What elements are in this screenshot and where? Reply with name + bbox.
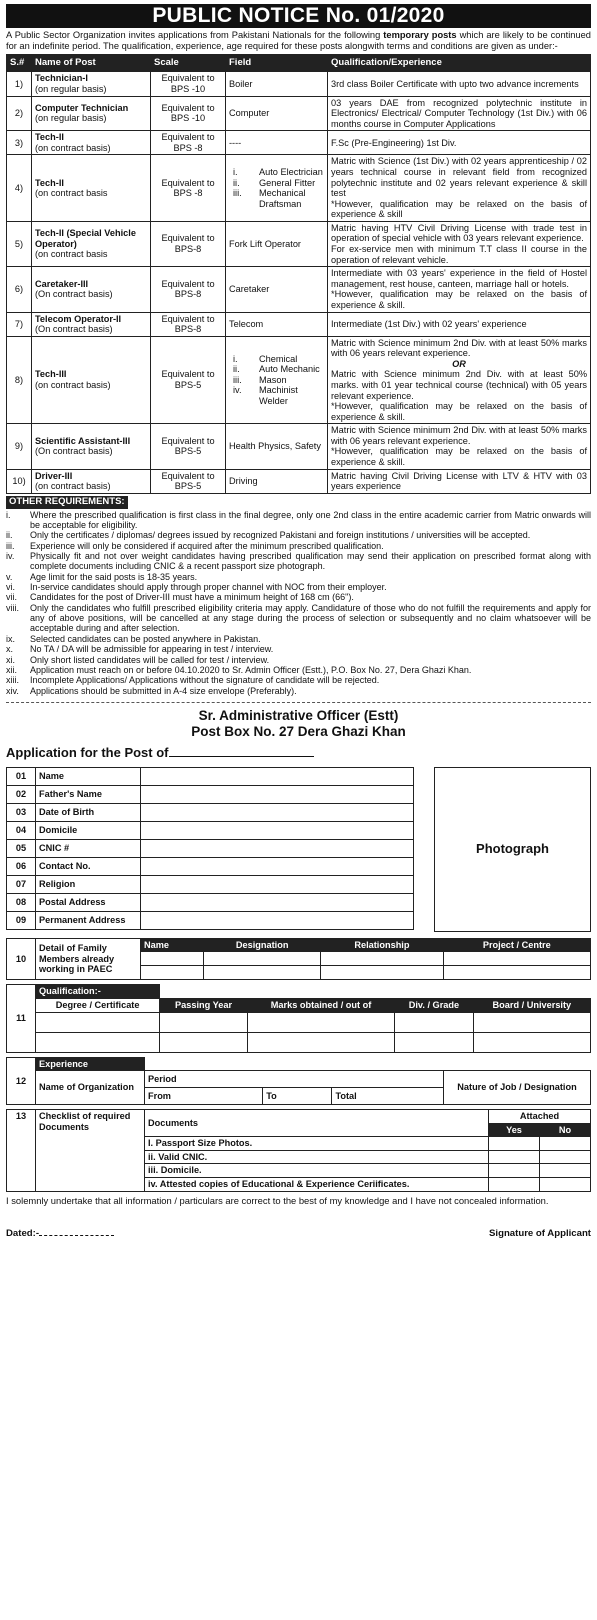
post-qualification — [328, 72, 591, 96]
requirement-item: iv. Physically fit and not over weight candidates having prescribed qualification may send their application on prescribed format along with complete documents including CNIC & a recent passport size photograph. — [6, 551, 591, 572]
post-scale: Equivalent to BPS-8 — [151, 267, 226, 312]
personal-section — [6, 767, 591, 930]
post-name: Technician-I — [35, 73, 88, 84]
personal-field-row — [7, 839, 414, 857]
post-field: Driving — [226, 469, 328, 493]
exp-col-total: Total — [332, 1088, 444, 1105]
field-item: iii. Mason — [233, 374, 287, 385]
qual-cell[interactable] — [395, 1012, 474, 1032]
post-applied-line[interactable] — [169, 756, 314, 757]
post-row — [7, 267, 591, 312]
family-col-name: Name — [141, 938, 204, 952]
field-label: Religion — [36, 875, 141, 893]
checklist-no-box[interactable] — [540, 1137, 591, 1151]
personal-field-row — [7, 857, 414, 875]
family-cell[interactable] — [141, 952, 204, 966]
qual-cell[interactable] — [160, 1012, 248, 1032]
exp-col-from: From — [145, 1088, 263, 1105]
qualification-line: Matric with Science minimum 2nd Div. with at least 50% marks with 06 years relevant experience. — [331, 337, 587, 359]
post-field — [226, 155, 328, 221]
qualification-line: Matric with Science minimum 2nd Div. with at least 50% marks with 06 years relevant experience. — [331, 425, 587, 446]
post-qualification — [328, 221, 591, 266]
requirement-item: xii. Application must reach on or before 04.10.2020 to Sr. Admin Officer (Estt.), P.O. Box No. 27, Dera Ghazi Khan. — [6, 664, 472, 675]
post-sn: 2) — [7, 96, 32, 131]
requirement-item: xiii. Incomplete Applications/ Applications without the signature of candidate will be rejected. — [6, 675, 380, 686]
requirement-item: iii. Experience will only be considered if acquired after the minimum prescribed qualification. — [6, 540, 384, 551]
requirement-item: x. No TA / DA will be admissible for appearing in test / interview. — [6, 644, 274, 655]
field-label: Permanent Address — [36, 911, 141, 929]
qual-col-marks: Marks obtained / out of — [247, 998, 394, 1012]
field-number: 03 — [7, 803, 36, 821]
qualification-line: Intermediate (1st Div.) with 02 years' experience — [331, 318, 527, 329]
office-address — [6, 702, 591, 740]
qualification-line: *However, qualification may be relaxed on the basis of experience & skill — [331, 198, 587, 220]
family-cell[interactable] — [204, 952, 321, 966]
field-item: i. Auto Electrician — [233, 167, 323, 177]
field-item: ii. Auto Mechanic — [233, 364, 320, 375]
post-name: Driver-III — [35, 470, 73, 481]
checklist-item: I. Passport Size Photos. — [145, 1137, 489, 1151]
field-label: Postal Address — [36, 893, 141, 911]
post-row — [7, 336, 591, 424]
post-basis: (on contract basis) — [35, 379, 111, 390]
field-label: Father's Name — [36, 785, 141, 803]
post-scale: Equivalent to BPS-5 — [151, 336, 226, 424]
post-name: Tech-II — [35, 177, 64, 188]
checklist-item: iii. Domicile. — [145, 1164, 489, 1178]
date-line[interactable] — [39, 1235, 114, 1236]
post-name-cell — [32, 96, 151, 131]
posts-header-cell: S.# — [7, 55, 32, 72]
family-cell[interactable] — [321, 966, 443, 980]
field-item: iii. Mechanical Draftsman — [233, 188, 306, 209]
declaration-text: I solemnly undertake that all information / particulars are correct to the best of my knowledge and I have not concealed information. — [6, 1194, 549, 1206]
posts-table — [6, 54, 591, 493]
field-number: 07 — [7, 875, 36, 893]
post-sn: 9) — [7, 424, 32, 469]
checklist-yes-head: Yes — [489, 1123, 540, 1137]
checklist-yes-box[interactable] — [489, 1150, 540, 1164]
field-label: CNIC # — [36, 839, 141, 857]
checklist-yes-box[interactable] — [489, 1137, 540, 1151]
post-basis: (on contract basis — [35, 188, 108, 199]
qual-col-board: Board / University — [473, 998, 590, 1012]
experience-table — [6, 1057, 591, 1106]
photograph-box: Photograph — [434, 767, 591, 932]
experience-heading: Experience — [36, 1057, 145, 1071]
date-label: Dated:- — [6, 1228, 40, 1240]
post-basis: (on contract basis — [35, 249, 108, 260]
post-name: Scientific Assistant-III — [35, 435, 131, 446]
post-sn: 7) — [7, 312, 32, 336]
exp-col-period: Period — [145, 1071, 444, 1088]
exp-col-to: To — [263, 1088, 332, 1105]
post-sn: 4) — [7, 155, 32, 221]
post-qualification — [328, 336, 591, 424]
posts-header-cell: Scale — [151, 55, 226, 72]
requirement-item: vii. Candidates for the post of Driver-III must have a minimum height of 168 cm (66"). — [6, 592, 354, 603]
post-qualification — [328, 131, 591, 155]
field-list — [229, 167, 324, 209]
field-value[interactable] — [141, 785, 414, 803]
post-name-cell — [32, 267, 151, 312]
post-row — [7, 72, 591, 96]
post-basis: (on contract basis) — [35, 481, 111, 492]
requirement-item: xiv. Applications should be submitted in A-4 size envelope (Preferably). — [6, 685, 297, 696]
requirement-item: ii. Only the certificates / diplomas/ degrees issued by recognized Pakistani and foreign institutions / universities will be accepted. — [6, 530, 531, 541]
post-scale: Equivalent to BPS -8 — [151, 131, 226, 155]
post-name-cell — [32, 424, 151, 469]
family-cell[interactable] — [443, 966, 590, 980]
post-basis: (on regular basis) — [35, 113, 107, 124]
qual-cell[interactable] — [247, 1032, 394, 1052]
checklist-label: Checklist of required Documents — [36, 1110, 145, 1191]
qualification-line: 3rd class Boiler Certificate with upto two advance increments — [331, 78, 579, 89]
checklist-no-head: No — [540, 1123, 591, 1137]
checklist-no-box[interactable] — [540, 1164, 591, 1178]
qualification-line: Matric with Science (1st Div.) with 02 years apprenticeship / 02 years technical course in relevant field from recognized polytechnic institute and 02 years relevant experience & skill test — [331, 156, 587, 199]
post-basis: (On contract basis) — [35, 289, 113, 300]
posts-header-cell: Name of Post — [32, 55, 151, 72]
personal-field-row — [7, 767, 414, 785]
post-scale: Equivalent to BPS -8 — [151, 155, 226, 221]
personal-field-row — [7, 785, 414, 803]
qualification-num: 11 — [7, 985, 36, 1052]
field-number: 01 — [7, 767, 36, 785]
post-qualification — [328, 312, 591, 336]
field-value[interactable] — [141, 893, 414, 911]
field-number: 08 — [7, 893, 36, 911]
qualification-line: *However, qualification may be relaxed on the basis of experience & skill. — [331, 446, 587, 468]
field-number: 09 — [7, 911, 36, 929]
qualification-line: Matric with Science minimum 2nd Div. with at least 50% marks. with 01 year technical course (technical) with 05 years relevant experience. — [331, 369, 587, 401]
post-sn: 1) — [7, 72, 32, 96]
field-value[interactable] — [141, 857, 414, 875]
post-basis: (on regular basis) — [35, 83, 107, 94]
field-number: 05 — [7, 839, 36, 857]
post-sn: 3) — [7, 131, 32, 155]
field-label: Name — [36, 767, 141, 785]
field-label: Date of Birth — [36, 803, 141, 821]
requirement-item: ix. Selected candidates can be posted anywhere in Pakistan. — [6, 633, 261, 644]
qualification-line: *However, qualification may be relaxed on the basis of experience & skill. — [331, 289, 587, 310]
post-scale: Equivalent to BPS-5 — [151, 424, 226, 469]
post-field — [226, 336, 328, 424]
qual-col-year: Passing Year — [160, 998, 248, 1012]
field-label: Domicile — [36, 821, 141, 839]
field-item: ii. General Fitter — [233, 177, 316, 188]
field-label: Contact No. — [36, 857, 141, 875]
post-basis: (On contract basis) — [35, 324, 113, 335]
requirement-item: viii. Only the candidates who fulfill prescribed eligibility criteria may apply. Candidature of those who do not fulfill the requirements and apply for any of above positions, will be cancelled at any stage during the process of selection or subsequently and no claim whatsoever will be acceptable during and after selection. — [6, 602, 591, 634]
personal-field-row — [7, 893, 414, 911]
post-name-cell — [32, 155, 151, 221]
post-qualification — [328, 96, 591, 131]
notice-intro: A Public Sector Organization invites applications from Pakistani Nationals for the following temporary posts which are likely to be continued for an indefinite period. The qualification, experience, age required for these posts alongwith terms and conditions are given as under:- — [6, 30, 591, 51]
experience-num: 12 — [7, 1057, 36, 1105]
checklist-attached-head: Attached — [489, 1110, 591, 1124]
qualification-line: Matric having HTV Civil Driving License with trade test in operation of special vehicle with 03 years relevant experience. — [331, 222, 587, 244]
post-sn: 5) — [7, 221, 32, 266]
post-field: Telecom — [226, 312, 328, 336]
family-cell[interactable] — [141, 966, 204, 980]
personal-field-row — [7, 875, 414, 893]
post-row — [7, 96, 591, 131]
qualification-table — [6, 984, 591, 1052]
field-value[interactable] — [141, 803, 414, 821]
field-number: 02 — [7, 785, 36, 803]
post-row — [7, 221, 591, 266]
post-name-cell — [32, 221, 151, 266]
office-box: Post Box No. 27 Dera Ghazi Khan — [191, 723, 406, 739]
checklist-no-box[interactable] — [540, 1150, 591, 1164]
post-row — [7, 155, 591, 221]
post-name-cell — [32, 336, 151, 424]
personal-field-row — [7, 821, 414, 839]
field-value[interactable] — [141, 767, 414, 785]
posts-header-cell: Qualification/Experience — [328, 55, 591, 72]
family-label: Detail of Family Members already working in PAEC — [36, 938, 141, 980]
field-item: i. Chemical — [233, 353, 298, 364]
post-basis: (on contract basis) — [35, 142, 111, 153]
family-num: 10 — [7, 938, 36, 980]
post-name-cell — [32, 72, 151, 96]
qualification-line: OR — [452, 358, 466, 369]
family-table — [6, 938, 591, 981]
field-number: 04 — [7, 821, 36, 839]
checklist-num: 13 — [7, 1110, 36, 1191]
post-row — [7, 312, 591, 336]
requirement-item: v. Age limit for the said posts is 18-35 years. — [6, 571, 198, 582]
checklist-table — [6, 1109, 591, 1191]
post-name-cell — [32, 312, 151, 336]
family-cell[interactable] — [443, 952, 590, 966]
post-scale: Equivalent to BPS-5 — [151, 469, 226, 493]
posts-header-cell: Field — [226, 55, 328, 72]
post-name: Telecom Operator-II — [35, 313, 122, 324]
post-name: Tech-III — [35, 369, 67, 380]
post-scale: Equivalent to BPS -10 — [151, 96, 226, 131]
post-qualification — [328, 424, 591, 469]
post-field: Fork Lift Operator — [226, 221, 328, 266]
post-row — [7, 424, 591, 469]
post-name: Computer Technician — [35, 102, 129, 113]
exp-col-nature: Nature of Job / Designation — [444, 1071, 591, 1105]
qualification-line: F.Sc (Pre-Engineering) 1st Div. — [331, 137, 457, 148]
field-value[interactable] — [141, 911, 414, 929]
post-qualification — [328, 155, 591, 221]
requirement-item: vi. In-service candidates should apply through proper channel with NOC from their employer. — [6, 582, 387, 593]
notice-page — [6, 0, 591, 1239]
checklist-yes-box[interactable] — [489, 1178, 540, 1192]
qual-cell[interactable] — [473, 1032, 590, 1052]
post-scale: Equivalent to BPS-8 — [151, 221, 226, 266]
family-col-designation: Designation — [204, 938, 321, 952]
qual-cell[interactable] — [247, 1012, 394, 1032]
post-basis: (On contract basis) — [35, 446, 113, 457]
post-scale: Equivalent to BPS-8 — [151, 312, 226, 336]
post-row — [7, 131, 591, 155]
requirements-heading: OTHER REQUIREMENTS: — [6, 496, 128, 509]
checklist-item: iv. Attested copies of Educational & Experience Ceriificates. — [145, 1178, 489, 1192]
family-col-project: Project / Centre — [443, 938, 590, 952]
qual-cell[interactable] — [36, 1012, 160, 1032]
family-col-relationship: Relationship — [321, 938, 443, 952]
qual-col-div: Div. / Grade — [395, 998, 474, 1012]
post-name-cell — [32, 131, 151, 155]
post-field: Boiler — [226, 72, 328, 96]
personal-field-row — [7, 803, 414, 821]
post-field: ---- — [226, 131, 328, 155]
post-field: Computer — [226, 96, 328, 131]
post-name: Caretaker-III — [35, 278, 89, 289]
post-qualification — [328, 267, 591, 312]
signature-label: Signature of Applicant — [489, 1228, 591, 1240]
posts-table-header — [7, 55, 591, 72]
field-number: 06 — [7, 857, 36, 875]
qual-cell[interactable] — [36, 1032, 160, 1052]
post-name: Tech-II — [35, 132, 64, 143]
qualification-heading: Qualification:- — [36, 985, 160, 999]
family-cell[interactable] — [204, 966, 321, 980]
notice-title: PUBLIC NOTICE No. 01/2020 — [6, 4, 591, 28]
office-title: Sr. Administrative Officer (Estt) — [198, 707, 399, 723]
family-cell[interactable] — [321, 952, 443, 966]
post-name-cell — [32, 469, 151, 493]
signature-row — [6, 1228, 591, 1239]
checklist-item: ii. Valid CNIC. — [145, 1150, 489, 1164]
post-qualification — [328, 469, 591, 493]
personal-details-table — [6, 767, 414, 930]
post-name: Tech-II (Special Vehicle Operator) — [35, 228, 136, 249]
checklist-documents-head: Documents — [145, 1110, 489, 1137]
requirements-list — [6, 510, 591, 696]
qual-cell[interactable] — [160, 1032, 248, 1052]
field-value[interactable] — [141, 875, 414, 893]
qual-col-degree: Degree / Certificate — [36, 998, 160, 1012]
exp-col-org: Name of Organization — [36, 1071, 145, 1105]
post-row — [7, 469, 591, 493]
post-sn: 8) — [7, 336, 32, 424]
personal-field-row — [7, 911, 414, 929]
qualification-line: 03 years DAE from recognized polytechnic institute in Electronics/ Electrical/ Computer Technology (1st Div.) with 06 months course in Computer Applications — [331, 97, 587, 129]
qualification-line: Matric having Civil Driving License with LTV & HTV with 03 years experience — [331, 470, 587, 492]
qualification-line: Intermediate with 03 years' experience in the field of Hostel management, rest house, canteen, marriage hall or hotels. — [331, 268, 587, 289]
field-item: iv. Machinist Welder — [233, 385, 298, 406]
field-list — [229, 354, 324, 407]
checklist-yes-box[interactable] — [489, 1164, 540, 1178]
qualification-line: *However, qualification may be relaxed on the basis of experience & skill. — [331, 401, 587, 422]
post-field: Caretaker — [226, 267, 328, 312]
requirement-item: i. Where the prescribed qualification is first class in the final degree, only one 2nd class in the entire academic carrier from Matric onwards will be acceptable for eligibility. — [6, 509, 591, 531]
qual-cell[interactable] — [473, 1012, 590, 1032]
field-value[interactable] — [141, 839, 414, 857]
application-title: Application for the Post of — [6, 746, 591, 761]
post-field: Health Physics, Safety — [226, 424, 328, 469]
post-scale: Equivalent to BPS -10 — [151, 72, 226, 96]
checklist-no-box[interactable] — [540, 1178, 591, 1192]
qual-cell[interactable] — [395, 1032, 474, 1052]
qualification-line: For ex-service men with minimum T.T class II course in the operation of relevant vehicle. — [331, 244, 587, 265]
requirement-item: xi. Only short listed candidates will be called for test / interview. — [6, 654, 270, 665]
post-sn: 10) — [7, 469, 32, 493]
field-value[interactable] — [141, 821, 414, 839]
post-sn: 6) — [7, 267, 32, 312]
